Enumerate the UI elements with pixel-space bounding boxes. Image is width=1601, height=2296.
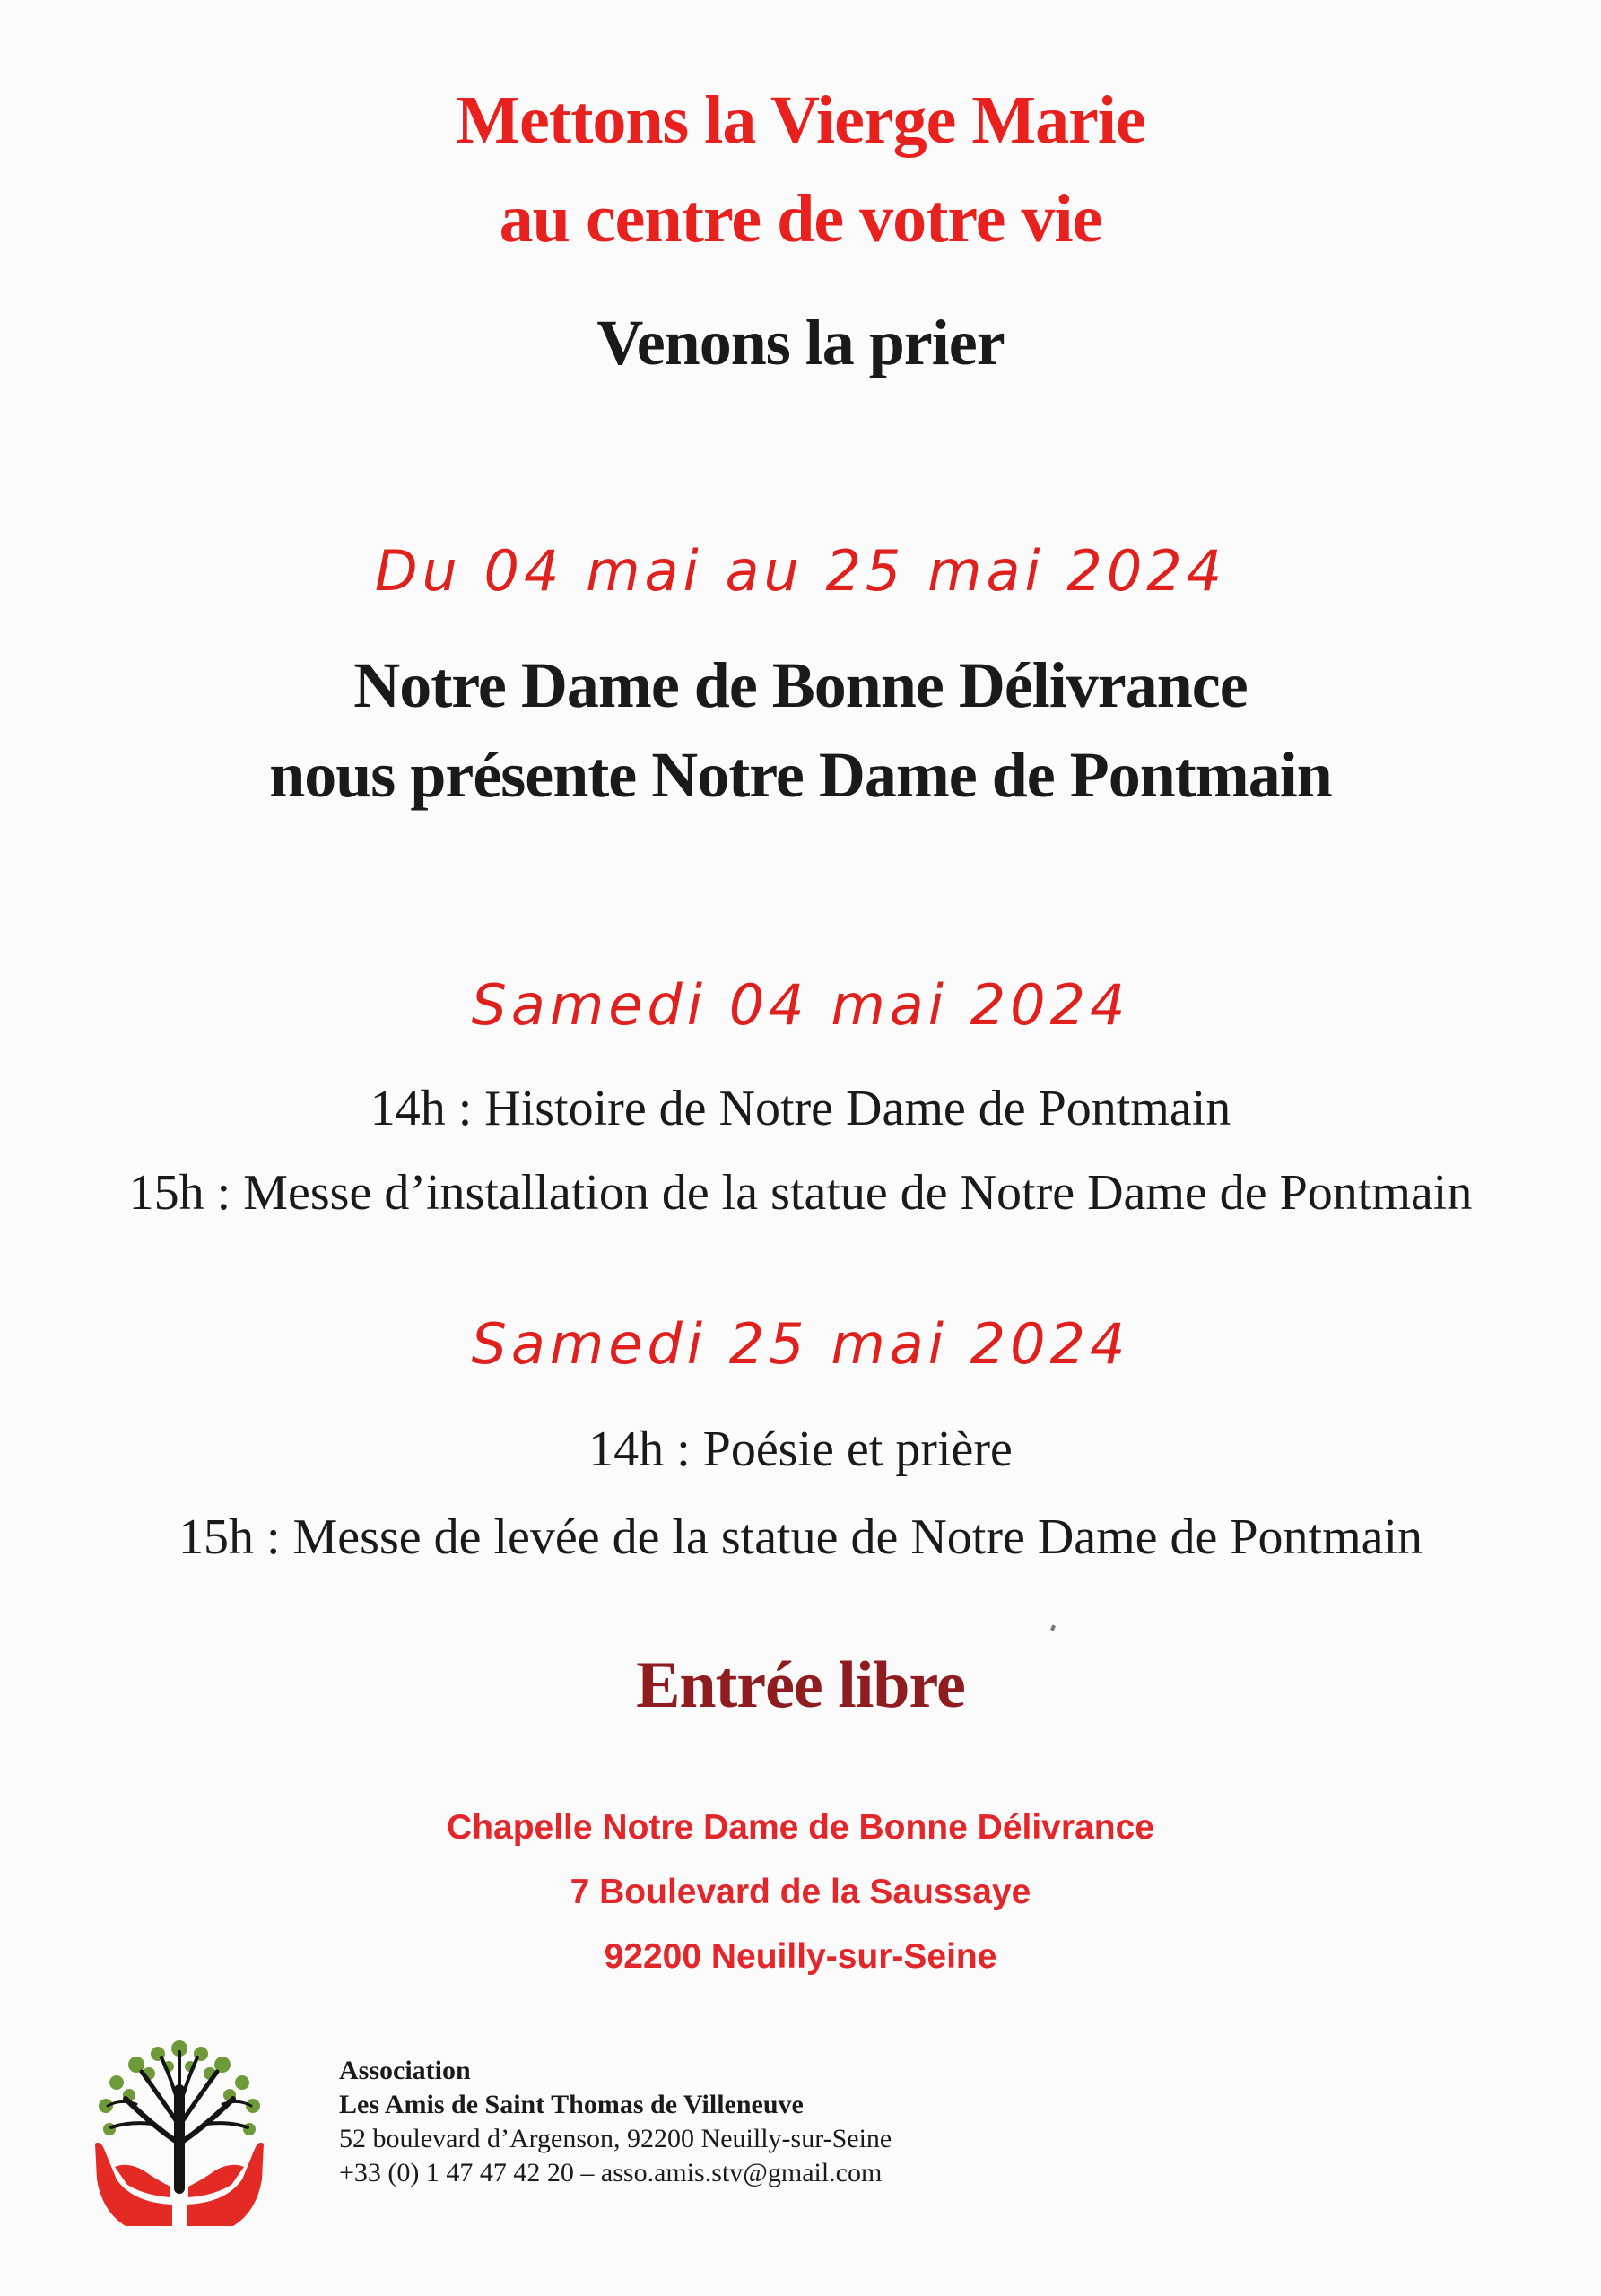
association-label: Association [339, 2056, 471, 2085]
entry-notice: Entrée libre [636, 1648, 965, 1722]
event-2-item-2: 15h : Messe de levée de la statue de Notre Dame de Pontmain [178, 1509, 1423, 1565]
tree-with-hands-logo-icon [90, 2036, 269, 2229]
event-1-item-2: 15h : Messe d’installation de la statue de Notre Dame de Pontmain [128, 1165, 1473, 1221]
event-date-2: Samedi 25 mai 2024 [471, 1311, 1130, 1377]
association-name: Les Amis de Saint Thomas de Villeneuve [339, 2090, 804, 2119]
subtitle: Venons la prier [596, 307, 1005, 378]
association-address: 52 boulevard d’Argenson, 92200 Neuilly-sur-Seine [339, 2124, 892, 2153]
association-block [339, 2054, 892, 2190]
period-dates: Du 04 mai au 25 mai 2024 [374, 538, 1227, 604]
association-contact: +33 (0) 1 47 47 42 20 – asso.amis.stv@gmail.com [339, 2158, 883, 2187]
title-line-1: Mettons la Vierge Marie [456, 83, 1145, 158]
period-line-2: nous présente Notre Dame de Pontmain [269, 739, 1332, 811]
event-2-item-1: 14h : Poésie et prière [588, 1422, 1013, 1477]
event-date-1: Samedi 04 mai 2024 [471, 972, 1130, 1038]
location-street: 7 Boulevard de la Saussaye [570, 1873, 1031, 1911]
scan-speck [1050, 1624, 1056, 1631]
event-1-item-1: 14h : Histoire de Notre Dame de Pontmain [370, 1081, 1231, 1136]
period-line-1: Notre Dame de Bonne Délivrance [353, 649, 1248, 721]
location-name: Chapelle Notre Dame de Bonne Délivrance [447, 1808, 1154, 1847]
location-city: 92200 Neuilly-sur-Seine [604, 1937, 997, 1976]
title-line-2: au centre de votre vie [499, 181, 1102, 257]
